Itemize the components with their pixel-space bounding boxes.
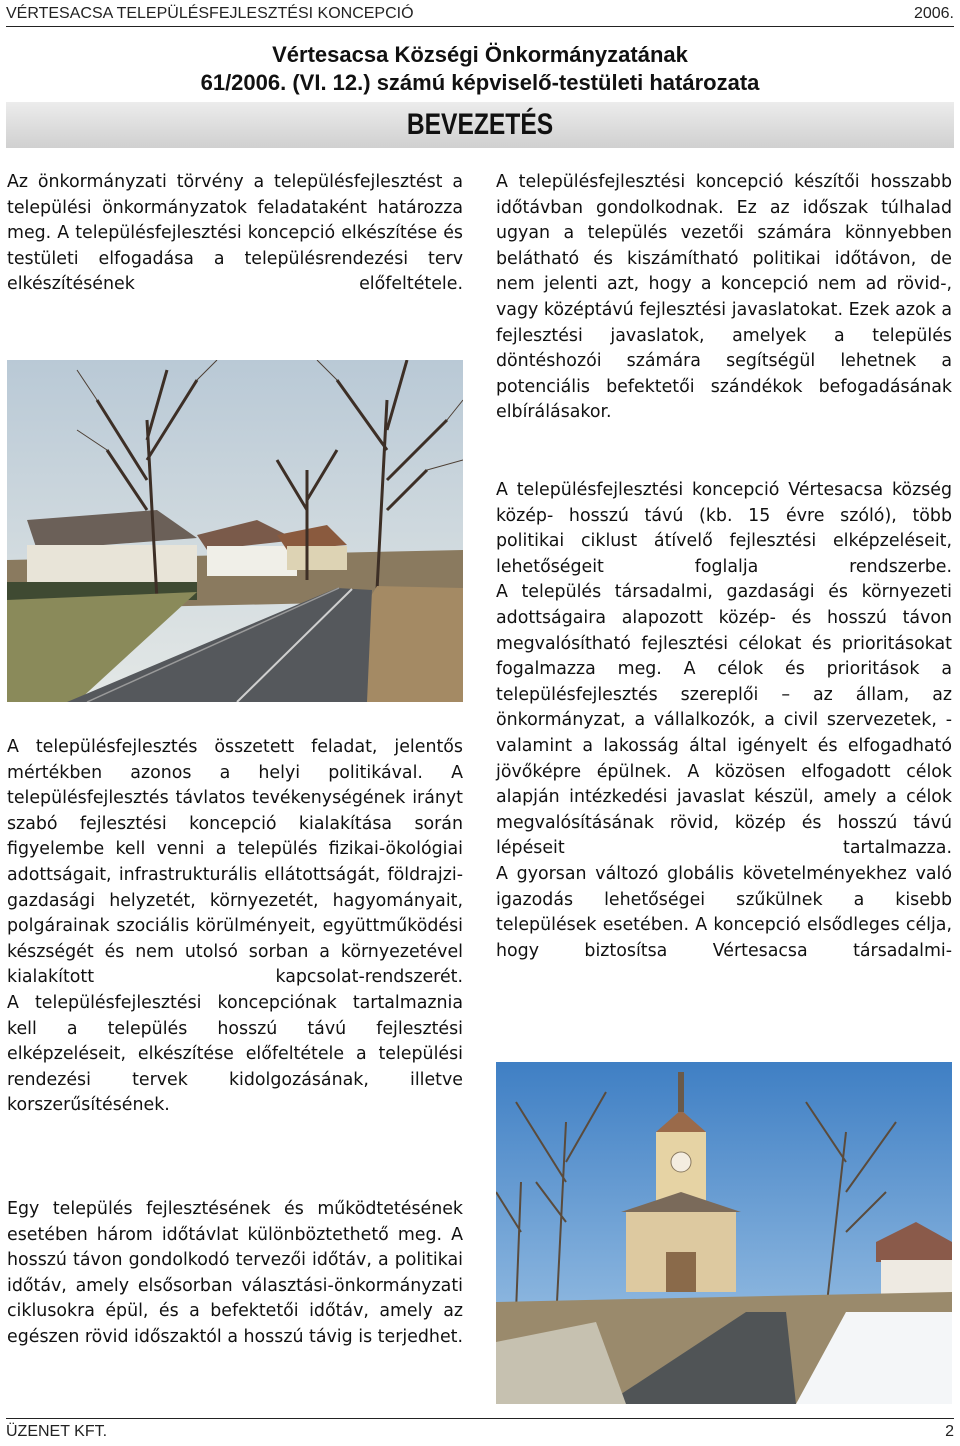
left-column-bottom: [7, 1197, 463, 1351]
church-photo: [496, 1062, 952, 1404]
document-title-line1: Vértesacsa Községi Önkormányzatának: [272, 42, 688, 67]
page-footer: [6, 1418, 954, 1443]
section-heading-band: [6, 102, 954, 148]
page-header: [6, 0, 954, 27]
footer-company: ÜZENET KFT.: [6, 1423, 108, 1440]
right-column-middle: [496, 478, 952, 964]
page-number: 2: [945, 1423, 954, 1440]
right-paragraph-2: A településfejlesztési koncepció Vértesacsa község közép- hosszú távú (kb. 15 évre szóló), több politikai ciklust átívelő fejlesztési elképzeléseit, lehetőségeit foglalja rendszerbe.: [496, 480, 952, 577]
left-paragraph-2: A településfejlesztés összetett feladat, jelentős mértékben azonos a helyi politikával. A településfejlesztés távlatos tevékenységének irányt szabó fejlesztési koncepció kialakítása során figyelembe kell venni a település fizikai-ökológiai adottságait, infrastrukturális ellátottságát, földrajzi-gazdasági helyzetét, környezetét, hagyományait, polgárainak szociális körülményeit, együttműködési készségét és nem utolsó sorban a környezetével kialakított kapcsolat-rendszerét.: [7, 737, 463, 988]
village-road-photo: [7, 360, 463, 702]
left-paragraph-4: Egy település fejlesztésének és működtetésének esetében három időtávlat különböztethető meg. A hosszú távon gondolkodó tervezői időtáv, a politikai időtáv, amely elsősorban választási-önkormányzati ciklusokra épül, és a befektetői időtáv, amely az egészen rövid időszaktól a hosszú távig is terjedhet.: [7, 1199, 463, 1347]
left-column-middle: [7, 735, 463, 1119]
left-paragraph-1: Az önkormányzati törvény a településfejlesztést a települési önkormányzatok feladataként határozza meg. A településfejlesztési koncepció elkészítése és testületi elfogadása a településrendezési terv elkészítésének előfeltétele.: [7, 172, 463, 295]
right-paragraph-1: A településfejlesztési koncepció készítői hosszabb időtávban gondolkodnak. Ez az időszak túlhalad ugyan a település vezetői számára könnyebben belátható és kiszámítható politikai időtávon, de nem jelenti azt, hogy a koncepció nem ad rövid-, vagy középtávú fejlesztési javaslatokat. Ezek azok a fejlesztési javaslatok, amelyek a település döntéshozói számára segítségül lehetnek a potenciális befektetői szándékok befogadásának elbírálásakor.: [496, 172, 952, 423]
header-year: 2006.: [913, 5, 954, 22]
left-column-top: [7, 170, 463, 298]
village-road-image: [7, 360, 463, 702]
right-paragraph-3: A település társadalmi, gazdasági és környezeti adottságaira alapozott közép- és hosszú távon megvalósítható fejlesztési célokat és prioritásokat fogalmazza meg. A célok és prioritások a településfejlesztés szereplői – az állam, az önkormányzat, a vállalkozók, a civil szervezetek, - valamint a lakosság által igényelt és elfogadható jövőképre épülnek. A közösen elfogadott célok alapján intézkedési javaslat készül, amely a célok megvalósításának rövid, közép és hosszú távú lépéseit tartalmazza.: [496, 582, 952, 859]
document-title-line2: 61/2006. (VI. 12.) számú képviselő-testületi határozata: [200, 70, 760, 95]
right-column-top: [496, 170, 952, 426]
header-title: VÉRTESACSA TELEPÜLÉSFEJLESZTÉSI KONCEPCIÓ: [6, 5, 414, 22]
section-heading: BEVEZETÉS: [406, 108, 554, 141]
left-paragraph-3: A településfejlesztési koncepciónak tartalmaznia kell a település hosszú távú fejlesztési elképzeléseit, elkészítése előfeltétele a települési rendezési tervek kidolgozásának, illetve korszerűsítésének.: [7, 992, 463, 1116]
church-image: [496, 1062, 952, 1404]
right-paragraph-4: A gyorsan változó globális követelményekhez való igazodás lehetőségei szűkülnek a kisebb települések esetében. A koncepció elsődleges célja, hogy biztosítsa Vértesacsa társadalmi-: [496, 863, 952, 961]
